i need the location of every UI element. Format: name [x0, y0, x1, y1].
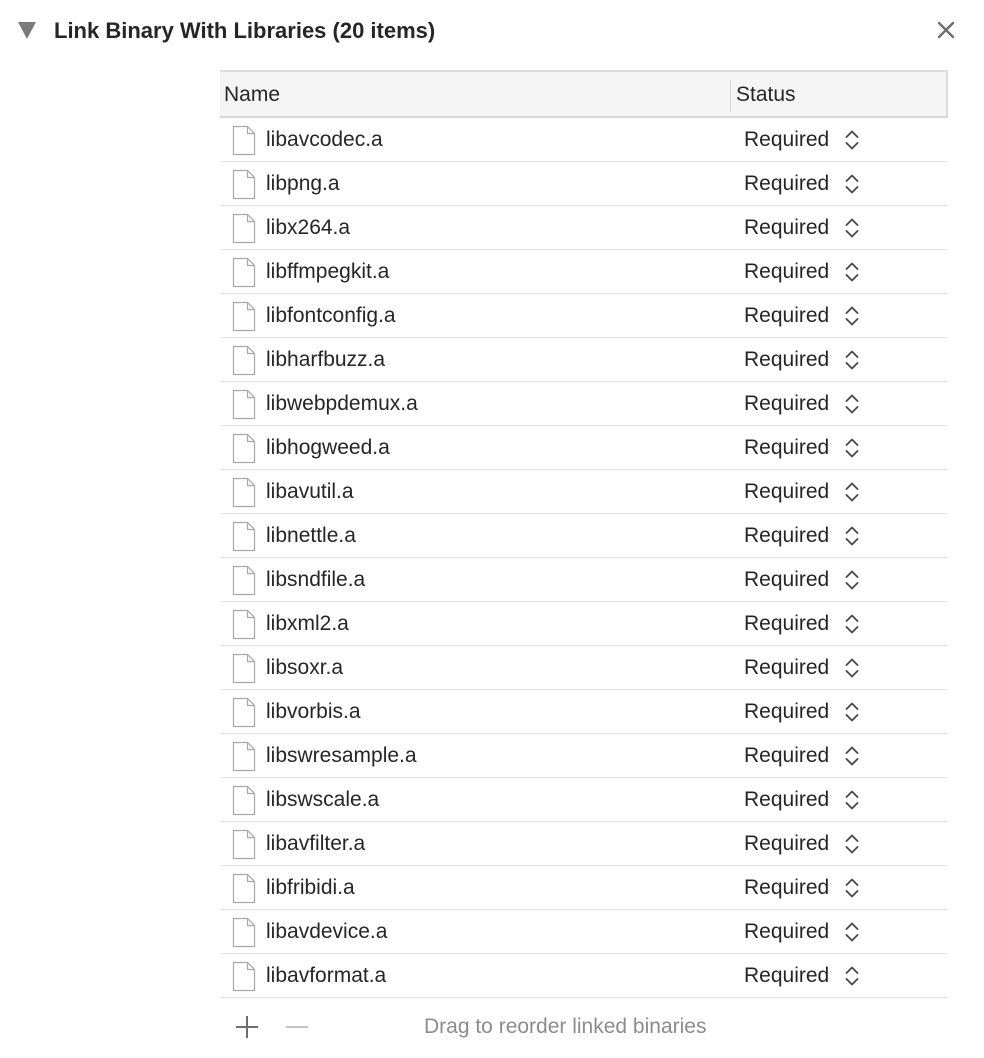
- status-value: Required: [744, 568, 830, 591]
- up-down-chevron-icon: [844, 964, 860, 988]
- document-icon: [232, 741, 256, 772]
- table-header: [220, 70, 948, 118]
- up-down-chevron-icon: [844, 832, 860, 856]
- status-value: Required: [744, 656, 830, 679]
- status-popup[interactable]: [744, 294, 874, 338]
- status-popup[interactable]: [744, 426, 874, 470]
- table-row[interactable]: [220, 250, 948, 294]
- table-row[interactable]: [220, 118, 948, 162]
- status-value: Required: [744, 392, 830, 415]
- status-popup[interactable]: [744, 734, 874, 778]
- up-down-chevron-icon: [844, 304, 860, 328]
- table-row[interactable]: [220, 602, 948, 646]
- document-icon: [232, 653, 256, 684]
- status-popup[interactable]: [744, 822, 874, 866]
- status-popup[interactable]: [744, 162, 874, 206]
- status-value: Required: [744, 744, 830, 767]
- status-value: Required: [744, 964, 830, 987]
- status-value: Required: [744, 480, 830, 503]
- minus-icon[interactable]: [284, 1014, 310, 1040]
- document-icon: [232, 785, 256, 816]
- up-down-chevron-icon: [844, 480, 860, 504]
- status-popup[interactable]: [744, 338, 874, 382]
- library-name: libwebpdemux.a: [266, 392, 418, 415]
- up-down-chevron-icon: [844, 788, 860, 812]
- up-down-chevron-icon: [844, 700, 860, 724]
- library-name: libavutil.a: [266, 480, 354, 503]
- column-header-name[interactable]: Name: [224, 83, 281, 106]
- status-value: Required: [744, 920, 830, 943]
- document-icon: [232, 697, 256, 728]
- status-popup[interactable]: [744, 250, 874, 294]
- status-popup[interactable]: [744, 778, 874, 822]
- library-name: libswresample.a: [266, 744, 417, 767]
- document-icon: [232, 829, 256, 860]
- table-footer: [220, 1004, 948, 1050]
- status-value: Required: [744, 348, 830, 371]
- build-phase-header: [0, 0, 984, 62]
- status-popup[interactable]: [744, 206, 874, 250]
- table-row[interactable]: [220, 206, 948, 250]
- table-row[interactable]: [220, 734, 948, 778]
- up-down-chevron-icon: [844, 876, 860, 900]
- column-header-status[interactable]: Status: [736, 83, 796, 106]
- status-value: Required: [744, 524, 830, 547]
- library-name: libx264.a: [266, 216, 351, 239]
- status-popup[interactable]: [744, 558, 874, 602]
- up-down-chevron-icon: [844, 216, 860, 240]
- document-icon: [232, 477, 256, 508]
- library-name: libffmpegkit.a: [266, 260, 390, 283]
- up-down-chevron-icon: [844, 392, 860, 416]
- document-icon: [232, 609, 256, 640]
- up-down-chevron-icon: [844, 656, 860, 680]
- status-popup[interactable]: [744, 690, 874, 734]
- status-value: Required: [744, 260, 830, 283]
- table-row[interactable]: [220, 778, 948, 822]
- status-popup[interactable]: [744, 470, 874, 514]
- status-value: Required: [744, 612, 830, 635]
- up-down-chevron-icon: [844, 128, 860, 152]
- document-icon: [232, 169, 256, 200]
- library-name: libharfbuzz.a: [266, 348, 386, 371]
- document-icon: [232, 565, 256, 596]
- table-row[interactable]: [220, 646, 948, 690]
- table-row[interactable]: [220, 954, 948, 998]
- library-name: libpng.a: [266, 172, 340, 195]
- table-body: [220, 118, 948, 998]
- document-icon: [232, 873, 256, 904]
- document-icon: [232, 257, 256, 288]
- plus-icon[interactable]: [234, 1014, 260, 1040]
- status-value: Required: [744, 304, 830, 327]
- up-down-chevron-icon: [844, 172, 860, 196]
- document-icon: [232, 521, 256, 552]
- table-row[interactable]: [220, 822, 948, 866]
- document-icon: [232, 301, 256, 332]
- status-popup[interactable]: [744, 954, 874, 998]
- status-value: Required: [744, 700, 830, 723]
- status-value: Required: [744, 788, 830, 811]
- up-down-chevron-icon: [844, 524, 860, 548]
- document-icon: [232, 961, 256, 992]
- table-row[interactable]: [220, 294, 948, 338]
- table-row[interactable]: [220, 470, 948, 514]
- library-name: libnettle.a: [266, 524, 356, 547]
- document-icon: [232, 389, 256, 420]
- status-popup[interactable]: [744, 602, 874, 646]
- table-row[interactable]: [220, 514, 948, 558]
- library-name: libvorbis.a: [266, 700, 361, 723]
- library-name: libavfilter.a: [266, 832, 366, 855]
- status-popup[interactable]: [744, 382, 874, 426]
- library-name: libfontconfig.a: [266, 304, 396, 327]
- up-down-chevron-icon: [844, 348, 860, 372]
- close-icon[interactable]: [932, 16, 960, 44]
- up-down-chevron-icon: [844, 920, 860, 944]
- table-row[interactable]: [220, 162, 948, 206]
- table-row[interactable]: [220, 382, 948, 426]
- table-row[interactable]: [220, 866, 948, 910]
- phase-title: Link Binary With Libraries (20 items): [54, 18, 436, 43]
- status-popup[interactable]: [744, 646, 874, 690]
- table-row[interactable]: [220, 690, 948, 734]
- table-row[interactable]: [220, 558, 948, 602]
- document-icon: [232, 125, 256, 156]
- table-row[interactable]: [220, 338, 948, 382]
- library-name: libavdevice.a: [266, 920, 388, 943]
- library-name: libswscale.a: [266, 788, 380, 811]
- status-value: Required: [744, 436, 830, 459]
- footer-hint: Drag to reorder linked binaries: [424, 1015, 707, 1038]
- libraries-table: [220, 70, 948, 998]
- up-down-chevron-icon: [844, 568, 860, 592]
- document-icon: [232, 345, 256, 376]
- up-down-chevron-icon: [844, 436, 860, 460]
- library-name: libavformat.a: [266, 964, 387, 987]
- status-popup[interactable]: [744, 514, 874, 558]
- up-down-chevron-icon: [844, 744, 860, 768]
- library-name: libavcodec.a: [266, 128, 383, 151]
- status-popup[interactable]: [744, 866, 874, 910]
- library-name: libxml2.a: [266, 612, 349, 635]
- column-divider[interactable]: [730, 80, 731, 112]
- table-row[interactable]: [220, 426, 948, 470]
- library-name: libsoxr.a: [266, 656, 344, 679]
- status-value: Required: [744, 216, 830, 239]
- status-value: Required: [744, 876, 830, 899]
- status-value: Required: [744, 128, 830, 151]
- up-down-chevron-icon: [844, 612, 860, 636]
- library-name: libfribidi.a: [266, 876, 355, 899]
- document-icon: [232, 213, 256, 244]
- up-down-chevron-icon: [844, 260, 860, 284]
- document-icon: [232, 917, 256, 948]
- table-row[interactable]: [220, 910, 948, 954]
- library-name: libsndfile.a: [266, 568, 366, 591]
- status-value: Required: [744, 832, 830, 855]
- library-name: libhogweed.a: [266, 436, 390, 459]
- triangle-down-icon[interactable]: [17, 21, 37, 41]
- status-popup[interactable]: [744, 118, 874, 162]
- status-value: Required: [744, 172, 830, 195]
- document-icon: [232, 433, 256, 464]
- status-popup[interactable]: [744, 910, 874, 954]
